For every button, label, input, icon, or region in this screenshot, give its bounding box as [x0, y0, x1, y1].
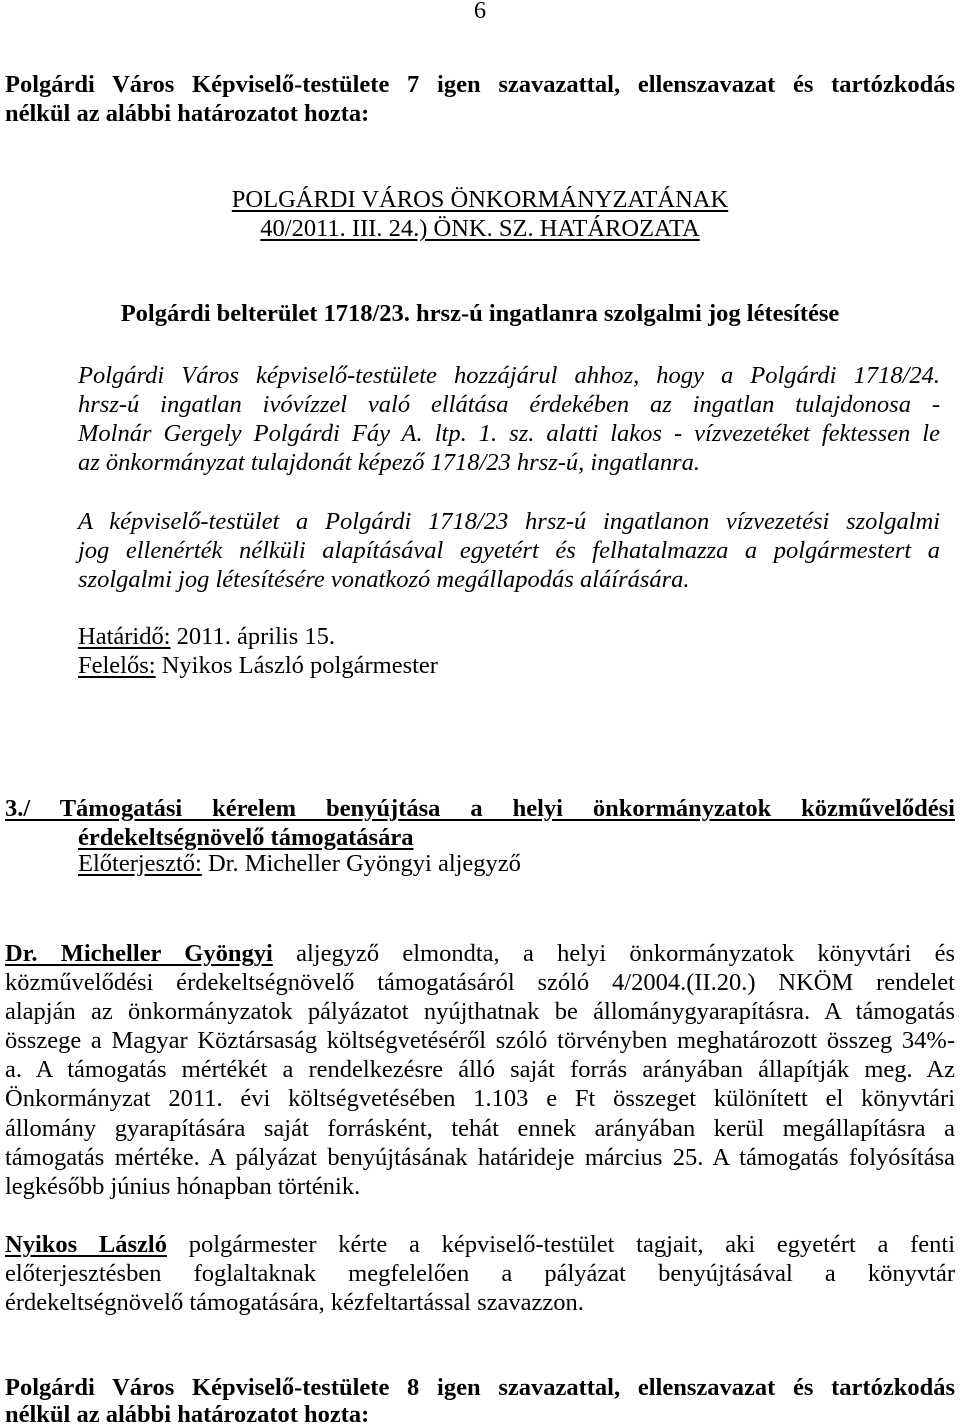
resolution-subject: Polgárdi belterület 1718/23. hrsz-ú ingatlanra szolgalmi jog létesítése: [120, 300, 840, 327]
presenter-value: Dr. Micheller Gyöngyi aljegyző: [207, 850, 521, 877]
paragraph-line: az önkormányzat tulajdonát képező 1718/23 hrsz-ú, ingatlanra.: [78, 449, 701, 476]
paragraph-line: jog ellenérték nélküli alapításával egyetért és felhatalmazza a polgármestert a: [78, 537, 940, 564]
presenter-row: [78, 849, 940, 878]
outro-line: Polgárdi Város Képviselő-testülete 8 igen szavazattal, ellenszavazat és tartózkodás: [5, 1374, 955, 1401]
paragraph-line: szolgalmi jog létesítésére vonatkozó megállapodás aláírására.: [78, 566, 690, 593]
speaker-name: Dr. Micheller Gyöngyi: [5, 940, 273, 967]
deadline-value: 2011. április 15.: [176, 623, 335, 650]
presenter-label: Előterjesztő:: [78, 850, 202, 877]
paragraph-line: támogatás mértéke. A pályázat benyújtásának határideje március 25. A támogatás folyósítása: [5, 1143, 955, 1171]
resolution-heading-line: POLGÁRDI VÁROS ÖNKORMÁNYZATÁNAK: [231, 186, 729, 213]
responsible-label: Felelős:: [78, 652, 156, 679]
speaker-name: Nyikos László: [5, 1231, 167, 1258]
outro-line: nélkül az alábbi határozatot hozta:: [5, 1401, 370, 1428]
paragraph-line: előterjesztésben foglaltaknak megfelelően a pályázat benyújtásával a könyvtár: [5, 1260, 955, 1287]
page-number: 6: [473, 0, 487, 24]
resolution-paragraph-1: [78, 361, 940, 477]
paragraph-line: közművelődési érdekeltségnövelő támogatásáról szóló 4/2004.(II.20.) NKÖM rendelet: [5, 969, 955, 997]
paragraph-line: Önkormányzat 2011. évi költségvetésében 1.103 e Ft összeget különített el könyvtári: [5, 1085, 955, 1113]
responsible-value: Nyikos László polgármester: [161, 652, 438, 679]
resolution-paragraph-2: [78, 507, 940, 594]
paragraph-line: a. A támogatás mértékét a rendelkezésre álló saját forrás arányában állapítják meg. Az: [5, 1056, 955, 1084]
agenda-item-title-text: érdekeltségnövelő támogatására: [78, 824, 414, 851]
deadline-row: [78, 622, 940, 651]
deadline-label: Határidő:: [78, 623, 171, 650]
intro-line: nélkül az alábbi határozatot hozta:: [5, 100, 370, 127]
paragraph-line: [5, 939, 955, 968]
paragraph-line: érdekeltségnövelő támogatására, kézfeltartással szavazzon.: [5, 1289, 584, 1316]
report-paragraph: [5, 939, 955, 1201]
paragraph-line: Molnár Gergely Polgárdi Fáy A. ltp. 1. sz. alatti lakos - vízvezetéket fektessen le: [78, 420, 940, 447]
paragraph-line: hrsz-ú ingatlan ivóvízzel való ellátása érdekében az ingatlan tulajdonosa -: [78, 391, 940, 418]
vote-request-paragraph: [5, 1230, 955, 1317]
intro-line: Polgárdi Város Képviselő-testülete 7 igen szavazattal, ellenszavazat és tartózkodás: [5, 71, 955, 98]
paragraph-text: aljegyző elmondta, a helyi önkormányzatok könyvtári és: [296, 940, 955, 967]
intro-vote-statement: [5, 70, 955, 128]
paragraph-line: alapján az önkormányzatok pályázatot nyújthatnak be állománygyarapításra. A támogatás: [5, 998, 955, 1026]
resolution-heading: [0, 185, 960, 243]
agenda-item-title-line: 3./ Támogatási kérelem benyújtása a helyi önkormányzatok közművelődési: [5, 795, 955, 822]
agenda-item-title-line: [5, 823, 955, 852]
paragraph-line: [5, 1230, 955, 1259]
paragraph-line: összege a Magyar Köztársaság költségvetéséről szóló törvényben meghatározott összeg 34%-: [5, 1027, 955, 1055]
resolution-heading-line: 40/2011. III. 24.) ÖNK. SZ. HATÁROZATA: [260, 215, 700, 242]
paragraph-line: Polgárdi Város képviselő-testülete hozzájárul ahhoz, hogy a Polgárdi 1718/24.: [78, 362, 940, 389]
paragraph-text: polgármester kérte a képviselő-testület tagjait, aki egyetért a fenti: [188, 1231, 956, 1258]
responsible-row: [78, 651, 940, 680]
paragraph-line: legkésőbb június hónapban történik.: [5, 1172, 361, 1200]
outro-vote-statement: [5, 1374, 955, 1428]
paragraph-line: állomány gyarapítására saját forrásként, tehát ennek arányában kerül megállapításra a: [5, 1114, 955, 1142]
agenda-item-title: [5, 794, 955, 852]
paragraph-line: A képviselő-testület a Polgárdi 1718/23 hrsz-ú ingatlanon vízvezetési szolgalmi: [78, 508, 940, 535]
